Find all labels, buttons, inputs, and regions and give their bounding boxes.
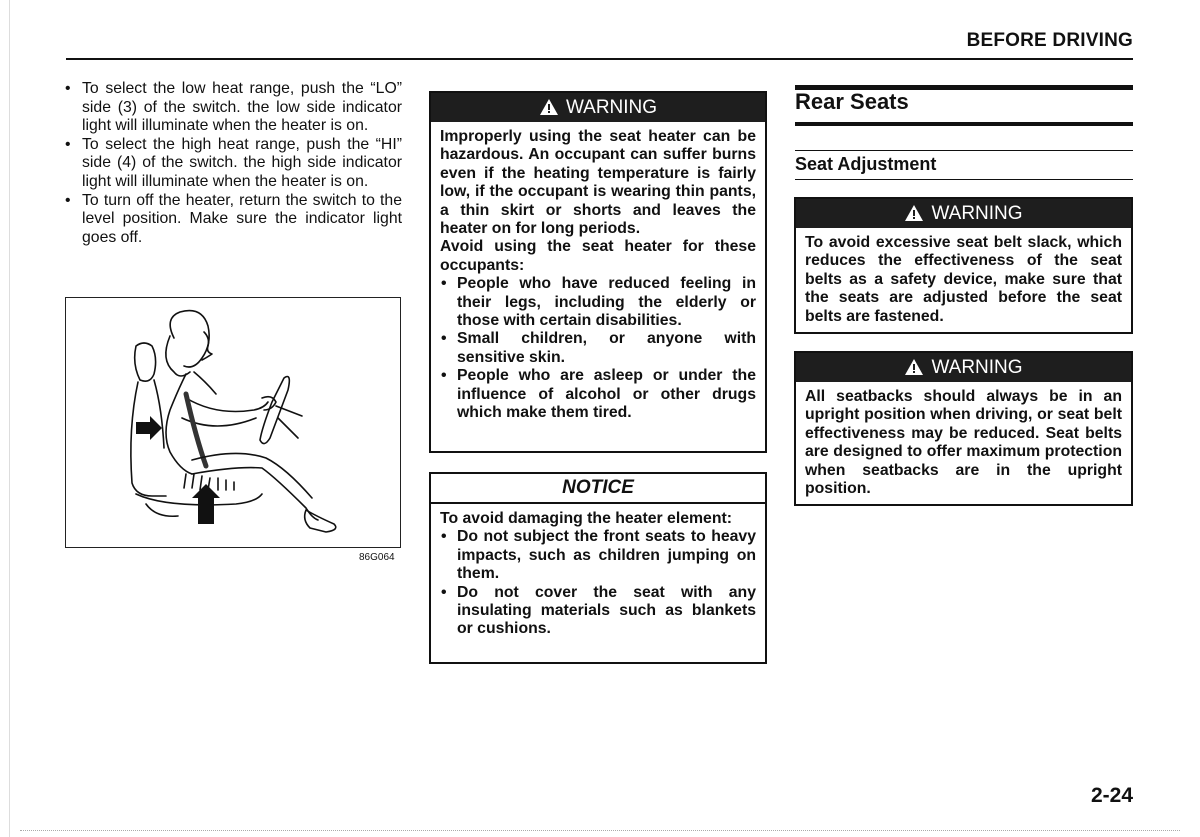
notice-body — [431, 504, 765, 647]
warning-body — [431, 122, 765, 431]
page-section-heading: Rear Seats — [795, 89, 909, 114]
subsection-rule-top — [795, 150, 1133, 151]
list-item: • Do not subject the front seats to heavy impacts, such as children jumping on them. — [440, 528, 756, 583]
warning-header — [431, 93, 765, 122]
list-item: • To select the low heat range, push the “LO” side (3) of the switch. the low side indicator light will illuminate when the heater is on. — [62, 80, 402, 136]
warning-paragraph: Improperly using the seat heater can be hazardous. An occupant can suffer burns even if the heating temperature is fairly low, if the occupant is wearing thin pants, a thin skirt or shorts and leaves the heater on for long periods. — [440, 128, 756, 238]
heater-instructions — [62, 80, 402, 247]
warning-triangle-icon — [904, 202, 924, 231]
scan-bottom-edge — [20, 830, 1180, 831]
page-edge-line — [9, 0, 10, 837]
seat-heater-warning-box — [429, 91, 767, 453]
figure-code: 86G064 — [359, 552, 395, 563]
warning-triangle-icon — [539, 96, 559, 125]
subsection-rule-bottom — [795, 179, 1133, 180]
warning-list — [440, 275, 756, 422]
list-item: • Do not cover the seat with any insulating materials such as blankets or cushions. — [440, 584, 756, 639]
list-item: • To select the high heat range, push the “HI” side (4) of the switch. the high side indicator light will illuminate when the heater is on. — [62, 136, 402, 192]
warning-paragraph: All seatbacks should always be in an upright position when driving, or seat belt effectiveness may be reduced. Seat belts are designed to offer maximum protection when seatbacks are in the upright position. — [805, 388, 1122, 498]
header-rule — [66, 58, 1133, 60]
driver-seated-illustration — [66, 298, 400, 547]
list-item: • Small children, or anyone with sensitive skin. — [440, 330, 756, 367]
warning-title: WARNING — [565, 97, 658, 118]
instruction-list — [62, 80, 402, 247]
notice-title: NOTICE — [431, 474, 765, 504]
warning-body — [796, 382, 1131, 506]
seat-adjust-warning-box — [794, 197, 1133, 334]
warning-title: WARNING — [931, 357, 1023, 378]
notice-list — [440, 528, 756, 638]
section-title: BEFORE DRIVING — [966, 30, 1133, 51]
seat-heater-illustration — [65, 297, 401, 548]
warning-paragraph: To avoid excessive seat belt slack, which reduces the effectiveness of the seat belts as a safety device, make sure that the seats are adjusted before the seat belts are fastened. — [805, 234, 1122, 325]
notice-intro: To avoid damaging the heater element: — [440, 510, 733, 527]
warning-triangle-icon — [904, 356, 924, 385]
warning-paragraph: Avoid using the seat heater for these occupants: — [440, 238, 756, 274]
page-number: 2-24 — [1090, 784, 1133, 807]
list-item: • People who are asleep or under the influence of alcohol or other drugs which make them tired. — [440, 367, 756, 422]
warning-title: WARNING — [931, 203, 1023, 224]
section-rule-bottom — [795, 122, 1133, 126]
warning-header — [796, 353, 1131, 382]
warning-body — [796, 228, 1131, 334]
list-item: • To turn off the heater, return the switch to the level position. Make sure the indicator light goes off. — [62, 192, 402, 248]
warning-header — [796, 199, 1131, 228]
heater-notice-box — [429, 472, 767, 664]
seatback-warning-box — [794, 351, 1133, 506]
list-item: • People who have reduced feeling in their legs, including the elderly or those with certain disabilities. — [440, 275, 756, 330]
subsection-heading: Seat Adjustment — [795, 154, 937, 174]
